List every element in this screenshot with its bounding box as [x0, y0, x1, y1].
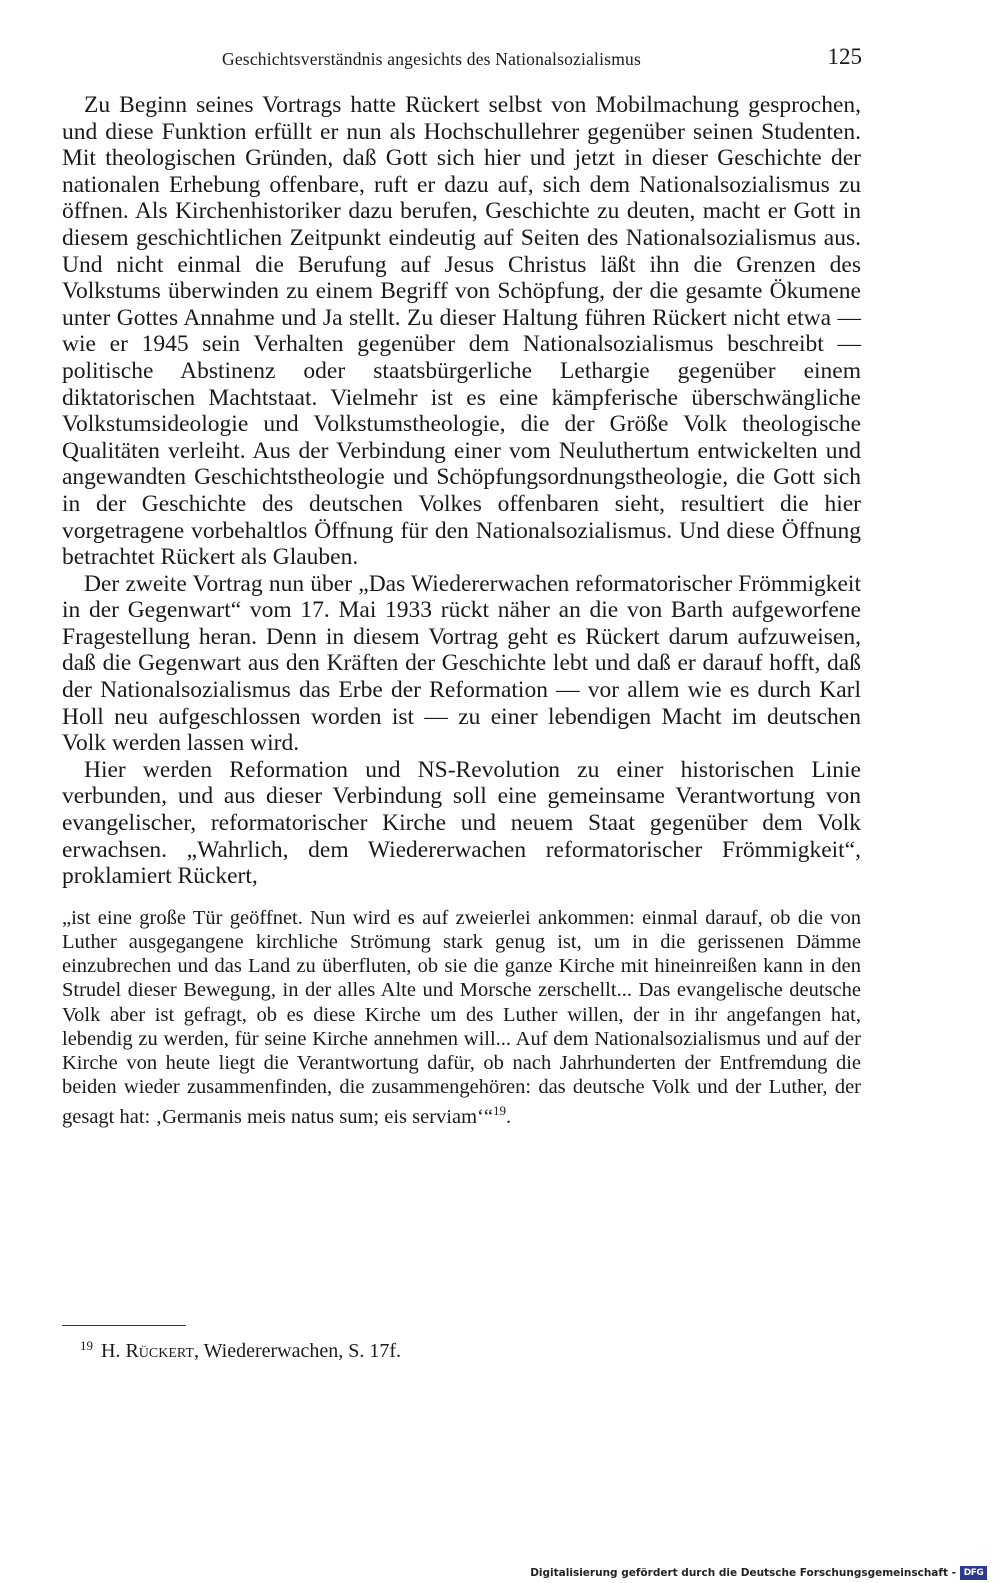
block-quote-text: „ist eine große Tür geöffnet. Nun wird es auf zweierlei ankommen: einmal darauf, ob die von Luther ausgegangene kirchliche Strömung stark genug ist, um in die gerissenen Dämme einzubrechen und das Land zu überfluten, ob sie die ganze Kirche mit hineinreißen kann in den Strudel dieser Bewegung, in der alles Alte und Morsche zerschellt... Das evangelische deutsche Volk aber ist gefragt, ob es diese Kirche um des Luther willen, der in ihr angefangen hat, lebendig zu werden, für seine Kirche annehmen will... Auf dem Nationalsozialismus und auf der Kirche von heute liegt die Verantwortung dafür, ob nach Jahrhunderten der Entfremdung die beiden wieder zusammenfinden, die zusammengehören: das deutsche Volk und der Luther, der gesagt hat: ‚Germanis meis natus sum; eis serviam‘“: [62, 906, 861, 1129]
dfg-logo: DFG: [960, 1566, 987, 1580]
paragraph-3: Hier werden Reformation und NS-Revolution zu einer historischen Linie verbunden, und aus dieser Verbindung soll eine gemeinsame Verantwortung von evangelischer, reformatorischer Kirche und neuem Staat gegenüber dem Volk erwachsen. „Wahrlich, dem Wiedererwachen reformatorischer Frömmigkeit“, proklamiert Rückert,: [62, 756, 861, 890]
block-quote: [62, 906, 861, 1130]
digitization-credit: Digitalisierung gefördert durch die Deutsche Forschungsgemeinschaft -: [530, 1567, 956, 1579]
footnote-author: H. Rückert: [101, 1340, 194, 1362]
paragraph-2: Der zweite Vortrag nun über „Das Wiedererwachen reformatorischer Frömmigkeit in der Gegenwart“ vom 17. Mai 1933 rückt näher an die von Barth aufgeworfene Fragestellung heran. Denn in diesem Vortrag geht es Rückert darum aufzuweisen, daß die Gegenwart aus den Kräften der Geschichte lebt und daß er darauf hofft, daß der Nationalsozialismus das Erbe der Reformation — vor allem wie es durch Karl Holl neu aufgeschlossen worden ist — zu einer lebendigen Macht im deutschen Volk werden lassen wird.: [62, 570, 861, 757]
page-number: 125: [827, 44, 862, 69]
footnote-divider: [62, 1325, 186, 1326]
footnote-text: , Wiedererwachen, S. 17f.: [193, 1340, 402, 1362]
footnote: [80, 1334, 401, 1363]
block-quote-end: .: [505, 1106, 512, 1129]
body-text: [62, 92, 861, 1130]
paragraph-1: Zu Beginn seines Vortrags hatte Rückert selbst von Mobilmachung gesprochen, und diese Funktion erfüllt er nun als Hochschullehrer gegenüber seinen Studenten. Mit theologischen Gründen, daß Gott sich hier und jetzt in dieser Geschichte der nationalen Erhebung offenbare, ruft er dazu auf, sich dem Nationalsozialismus zu öffnen. Als Kirchenhistoriker dazu berufen, Geschichte zu deuten, macht er Gott in diesem geschichtlichen Zeitpunkt eindeutig auf Seiten des Nationalsozialismus aus. Und nicht einmal die Berufung auf Jesus Christus läßt ihn die Grenzen des Volkstums überwinden zu einem Begriff von Schöpfung, der die gesamte Ökumene unter Gottes Annahme und Ja stellt. Zu dieser Haltung führen Rückert nicht etwa — wie er 1945 sein Verhalten gegenüber dem Nationalsozialismus beschreibt — politische Abstinenz oder staatsbürgerliche Lethargie gegenüber einem diktatorischen Machtstaat. Vielmehr ist es eine kämpferische überschwängliche Volkstumsideologie und Volkstumstheologie, die der Größe Volk theologische Qualitäten verleiht. Aus der Verbindung einer vom Neuluthertum entwickelten und angewandten Geschichtstheologie und Schöpfungsordnungstheologie, die Gott sich in der Geschichte des deutschen Volkes offenbaren sieht, resultiert die hier vorgetragene vorbehaltlos Öffnung für den Nationalsozialismus. Und diese Öffnung betrachtet Rückert als Glauben.: [62, 92, 861, 571]
running-title: Geschichtsverständnis angesichts des Nationalsozialismus: [222, 49, 641, 69]
footnote-reference: 19: [492, 1103, 506, 1119]
footnote-number: 19: [80, 1338, 93, 1353]
running-head: [62, 44, 862, 76]
